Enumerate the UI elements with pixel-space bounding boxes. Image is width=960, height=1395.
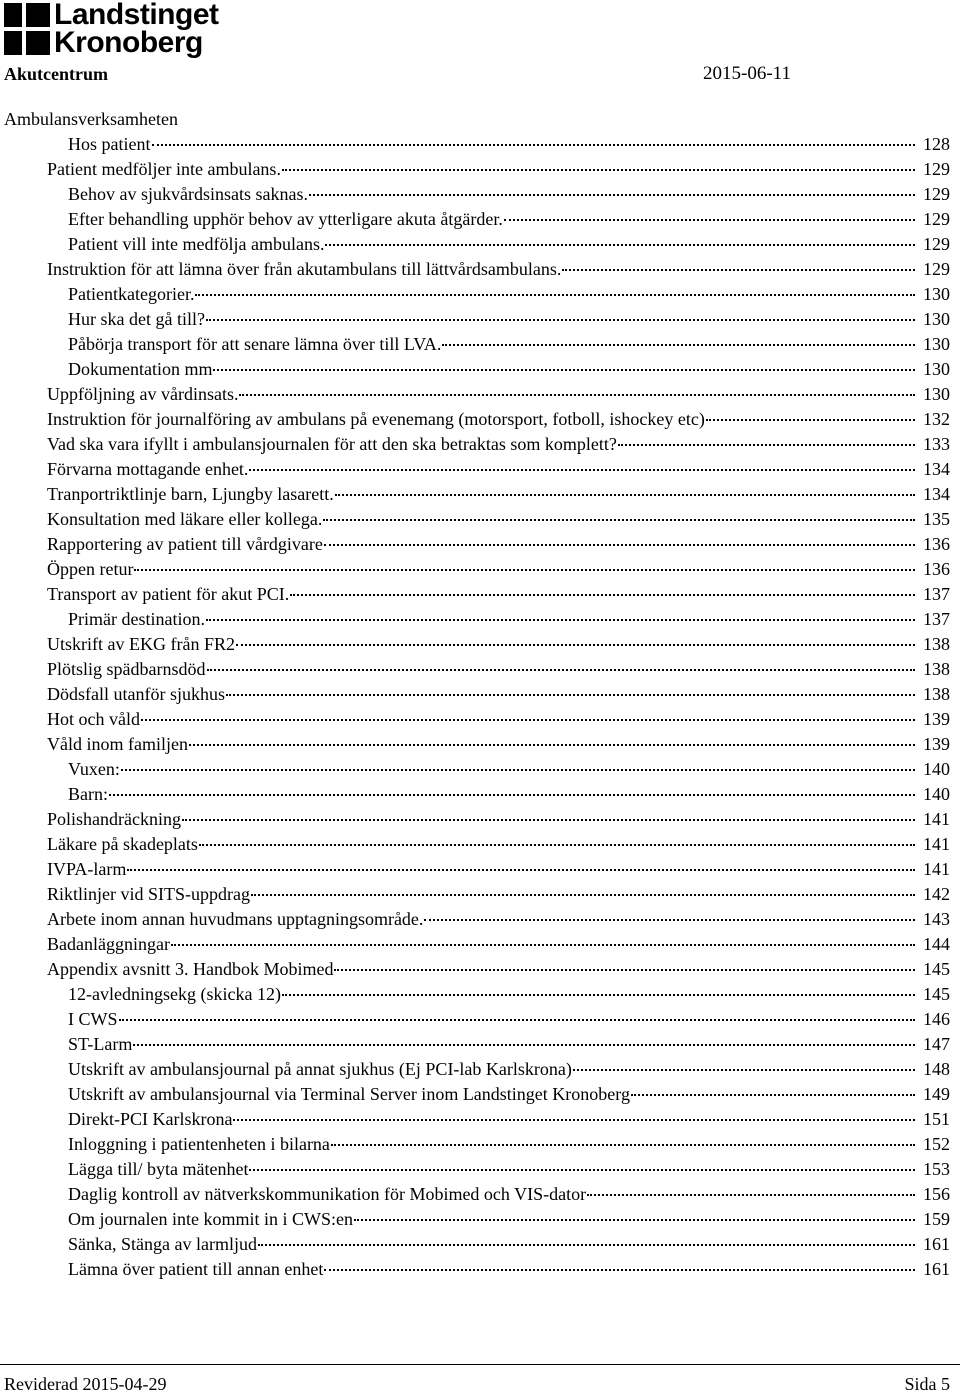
toc-entry[interactable]: [0, 382, 960, 407]
logo-line-1: Landstinget: [54, 0, 219, 31]
toc-entry[interactable]: [0, 882, 960, 907]
toc-entry[interactable]: [0, 182, 960, 207]
toc-entry-title: ST-Larm: [68, 1034, 133, 1054]
toc-entry[interactable]: [0, 1157, 960, 1182]
toc-entry-page: 130: [923, 309, 950, 329]
toc-dot-leader: [226, 694, 915, 696]
toc-entry[interactable]: [0, 632, 960, 657]
toc-entry-title: Patient medföljer inte ambulans.: [47, 159, 281, 179]
toc-dot-leader: [189, 744, 915, 746]
toc-entry-title: Utskrift av ambulansjournal på annat sjukhus (Ej PCI-lab Karlskrona): [68, 1059, 572, 1079]
toc-entry-title: Lämna över patient till annan enhet: [68, 1259, 324, 1279]
toc-entry-title: Sänka, Stänga av larmljud: [68, 1234, 257, 1254]
toc-dot-leader: [573, 1069, 915, 1071]
toc-entry-title: Dokumentation mm: [68, 359, 213, 379]
toc-entry[interactable]: [0, 1007, 960, 1032]
toc-entry[interactable]: [0, 807, 960, 832]
toc-entry-page: 128: [923, 134, 950, 154]
toc-entry-page: 140: [923, 784, 950, 804]
toc-entry-page: 133: [923, 434, 950, 454]
toc-entry-title: Om journalen inte kommit in i CWS:en: [68, 1209, 353, 1229]
toc-dot-leader: [618, 444, 915, 446]
toc-entry[interactable]: [0, 132, 960, 157]
toc-entry-page: 156: [923, 1184, 950, 1204]
toc-entry[interactable]: [0, 157, 960, 182]
toc-dot-leader: [309, 194, 915, 196]
toc-entry[interactable]: [0, 657, 960, 682]
toc-entry-title: Polishandräckning: [47, 809, 181, 829]
toc-entry-title: I CWS: [68, 1009, 118, 1029]
toc-entry[interactable]: [0, 1232, 960, 1257]
toc-entry[interactable]: [0, 757, 960, 782]
toc-entry-page: 141: [923, 834, 950, 854]
toc-dot-leader: [631, 1094, 915, 1096]
toc-entry-page: 141: [923, 809, 950, 829]
toc-dot-leader: [249, 469, 915, 471]
toc-entry[interactable]: [0, 732, 960, 757]
toc-entry[interactable]: [0, 532, 960, 557]
toc-entry[interactable]: [0, 857, 960, 882]
toc-dot-leader: [127, 869, 915, 871]
toc-entry[interactable]: [0, 707, 960, 732]
toc-entry-page: 132: [923, 409, 950, 429]
toc-entry[interactable]: [0, 982, 960, 1007]
toc-entry-page: 142: [923, 884, 950, 904]
toc-dot-leader: [171, 944, 915, 946]
toc-entry[interactable]: [0, 1132, 960, 1157]
toc-entry-title: Förvarna mottagande enhet.: [47, 459, 249, 479]
table-of-contents: [0, 107, 960, 1282]
toc-entry-page: 136: [923, 559, 950, 579]
toc-entry-page: 145: [923, 984, 950, 1004]
toc-entry-title: Vuxen:: [68, 759, 120, 779]
toc-dot-leader: [424, 919, 915, 921]
toc-entry[interactable]: [0, 307, 960, 332]
toc-entry-title: Direkt-PCI Karlskrona: [68, 1109, 233, 1129]
toc-dot-leader: [324, 1269, 915, 1271]
toc-entry-title: Utskrift av EKG från FR2: [47, 634, 235, 654]
toc-entry[interactable]: [0, 1107, 960, 1132]
toc-entry[interactable]: [0, 407, 960, 432]
toc-entry-title: Primär destination.: [68, 609, 205, 629]
toc-entry-page: 145: [923, 959, 950, 979]
toc-entry-page: 137: [923, 584, 950, 604]
logo-square-icon: [26, 3, 50, 27]
toc-entry[interactable]: [0, 207, 960, 232]
toc-entry-title: Daglig kontroll av nätverkskommunikation för Mobimed och VIS-dator: [68, 1184, 587, 1204]
toc-dot-leader: [152, 144, 916, 146]
toc-entry-title: IVPA-larm: [47, 859, 127, 879]
toc-entry[interactable]: [0, 357, 960, 382]
toc-entry-title: Utskrift av ambulansjournal via Terminal Server inom Landstinget Kronoberg: [68, 1084, 630, 1104]
toc-entry-title: 12-avledningsekg (skicka 12): [68, 984, 281, 1004]
toc-entry-page: 153: [923, 1159, 950, 1179]
toc-entry[interactable]: [0, 1207, 960, 1232]
toc-entry-page: 129: [923, 234, 950, 254]
toc-dot-leader: [334, 969, 915, 971]
toc-entry-page: 149: [923, 1084, 950, 1104]
toc-dot-leader: [290, 594, 915, 596]
toc-dot-leader: [119, 1019, 916, 1021]
logo-square-icon: [4, 3, 22, 27]
toc-entry-title: Arbete inom annan huvudmans upptagningsområde.: [47, 909, 424, 929]
toc-dot-leader: [233, 1119, 915, 1121]
toc-entry-page: 134: [923, 484, 950, 504]
toc-entry-title: Konsultation med läkare eller kollega.: [47, 509, 323, 529]
toc-dot-leader: [239, 394, 915, 396]
logo-square-icon: [26, 31, 50, 55]
toc-dot-leader: [206, 319, 915, 321]
toc-entry-title: Öppen retur: [47, 559, 134, 579]
header-date: 2015-06-11: [703, 63, 791, 84]
toc-entry-title: Lägga till/ byta mätenhet: [68, 1159, 249, 1179]
toc-dot-leader: [335, 494, 915, 496]
toc-entry-page: 161: [923, 1259, 950, 1279]
toc-entry-page: 139: [923, 734, 950, 754]
toc-entry-title: Riktlinjer vid SITS-uppdrag: [47, 884, 250, 904]
toc-dot-leader: [121, 769, 915, 771]
toc-entry-page: 138: [923, 659, 950, 679]
toc-dot-leader: [282, 169, 915, 171]
toc-entry-title: Transport av patient för akut PCI.: [47, 584, 290, 604]
toc-entry-title: Hos patient: [68, 134, 151, 154]
toc-entry-title: Badanläggningar: [47, 934, 170, 954]
toc-dot-leader: [199, 844, 915, 846]
toc-entry-page: 138: [923, 634, 950, 654]
toc-entry-title: Behov av sjukvårdsinsats saknas.: [68, 184, 308, 204]
toc-entry-title: Tranportriktlinje barn, Ljungby lasarett.: [47, 484, 334, 504]
toc-entry-page: 129: [923, 259, 950, 279]
toc-entry-title: Uppföljning av vårdinsats.: [47, 384, 239, 404]
toc-entry-page: 135: [923, 509, 950, 529]
toc-entry-page: 130: [923, 359, 950, 379]
toc-entry[interactable]: [0, 782, 960, 807]
toc-entry-page: 138: [923, 684, 950, 704]
toc-entry-page: 130: [923, 384, 950, 404]
toc-entry[interactable]: [0, 957, 960, 982]
toc-dot-leader: [251, 894, 915, 896]
toc-entry[interactable]: [0, 682, 960, 707]
toc-entry-title: Ambulansverksamheten: [4, 109, 178, 129]
toc-entry-title: Vad ska vara ifyllt i ambulansjournalen för att den ska betraktas som komplett?: [47, 434, 617, 454]
toc-entry-title: Patient vill inte medfölja ambulans.: [68, 234, 325, 254]
toc-entry-page: 136: [923, 534, 950, 554]
toc-entry-title: Barn:: [68, 784, 108, 804]
toc-entry-title: Läkare på skadeplats: [47, 834, 198, 854]
toc-dot-leader: [206, 619, 915, 621]
toc-entry-page: 129: [923, 184, 950, 204]
toc-entry-title: Plötslig spädbarnsdöd: [47, 659, 206, 679]
logo-line-2: Kronoberg: [54, 26, 203, 59]
toc-entry[interactable]: [0, 557, 960, 582]
toc-entry-page: 129: [923, 159, 950, 179]
toc-entry[interactable]: [0, 332, 960, 357]
toc-dot-leader: [706, 419, 915, 421]
toc-dot-leader: [133, 1044, 915, 1046]
toc-dot-leader: [587, 1194, 915, 1196]
toc-entry-page: 140: [923, 759, 950, 779]
toc-dot-leader: [354, 1219, 915, 1221]
toc-dot-leader: [562, 269, 915, 271]
toc-entry[interactable]: [0, 457, 960, 482]
toc-entry-page: 137: [923, 609, 950, 629]
toc-entry[interactable]: [0, 107, 960, 132]
toc-entry-title: Rapportering av patient till vårdgivare: [47, 534, 323, 554]
toc-entry[interactable]: [0, 832, 960, 857]
toc-entry-title: Våld inom familjen: [47, 734, 188, 754]
toc-dot-leader: [207, 669, 915, 671]
toc-entry-title: Påbörja transport för att senare lämna över till LVA.: [68, 334, 442, 354]
toc-entry-page: 146: [923, 1009, 950, 1029]
toc-dot-leader: [195, 294, 915, 296]
toc-entry[interactable]: [0, 1082, 960, 1107]
toc-entry[interactable]: [0, 607, 960, 632]
toc-entry-page: 134: [923, 459, 950, 479]
toc-dot-leader: [504, 219, 915, 221]
toc-dot-leader: [442, 344, 915, 346]
toc-dot-leader: [323, 519, 915, 521]
toc-entry-page: 151: [923, 1109, 950, 1129]
toc-entry[interactable]: [0, 1032, 960, 1057]
toc-entry-page: 129: [923, 209, 950, 229]
toc-entry[interactable]: [0, 1182, 960, 1207]
toc-entry[interactable]: [0, 507, 960, 532]
toc-entry-page: 139: [923, 709, 950, 729]
toc-entry-page: 143: [923, 909, 950, 929]
header-unit: Akutcentrum: [4, 64, 108, 84]
toc-entry-page: 152: [923, 1134, 950, 1154]
toc-entry-page: 141: [923, 859, 950, 879]
logo-square-icon: [4, 31, 22, 55]
landstinget-logo: [2, 0, 242, 62]
toc-entry[interactable]: [0, 232, 960, 257]
toc-dot-leader: [182, 819, 915, 821]
toc-entry-title: Patientkategorier.: [68, 284, 195, 304]
footer-revised: Reviderad 2015-04-29: [4, 1374, 167, 1394]
toc-entry-title: Inloggning i patientenheten i bilarna: [68, 1134, 330, 1154]
toc-entry[interactable]: [0, 907, 960, 932]
toc-entry-page: 130: [923, 334, 950, 354]
toc-entry-title: Hot och våld: [47, 709, 140, 729]
toc-entry-page: 161: [923, 1234, 950, 1254]
toc-dot-leader: [213, 369, 915, 371]
toc-entry[interactable]: [0, 1057, 960, 1082]
toc-entry[interactable]: [0, 932, 960, 957]
toc-dot-leader: [258, 1244, 915, 1246]
toc-entry-title: Dödsfall utanför sjukhus: [47, 684, 225, 704]
footer-divider: [0, 1364, 960, 1365]
footer-page-number: Sida 5: [904, 1374, 950, 1394]
toc-entry[interactable]: [0, 482, 960, 507]
toc-dot-leader: [282, 994, 915, 996]
toc-dot-leader: [236, 644, 915, 646]
toc-dot-leader: [325, 244, 915, 246]
toc-entry-page: 130: [923, 284, 950, 304]
toc-entry-page: 159: [923, 1209, 950, 1229]
toc-entry[interactable]: [0, 1257, 960, 1282]
toc-dot-leader: [141, 719, 915, 721]
toc-entry[interactable]: [0, 257, 960, 282]
toc-entry[interactable]: [0, 432, 960, 457]
toc-dot-leader: [324, 544, 915, 546]
toc-dot-leader: [331, 1144, 915, 1146]
toc-entry-title: Instruktion för att lämna över från akutambulans till lättvårdsambulans.: [47, 259, 562, 279]
toc-dot-leader: [249, 1169, 915, 1171]
toc-entry-title: Hur ska det gå till?: [68, 309, 205, 329]
toc-entry[interactable]: [0, 282, 960, 307]
toc-entry-title: Efter behandling upphör behov av ytterligare akuta åtgärder.: [68, 209, 503, 229]
toc-entry-title: Appendix avsnitt 3. Handbok Mobimed: [47, 959, 334, 979]
toc-entry-page: 144: [923, 934, 950, 954]
toc-dot-leader: [134, 569, 915, 571]
toc-entry-page: 147: [923, 1034, 950, 1054]
toc-entry-page: 148: [923, 1059, 950, 1079]
toc-dot-leader: [109, 794, 915, 796]
toc-entry[interactable]: [0, 582, 960, 607]
toc-entry-title: Instruktion för journalföring av ambulans på evenemang (motorsport, fotboll, ishockey etc): [47, 409, 705, 429]
